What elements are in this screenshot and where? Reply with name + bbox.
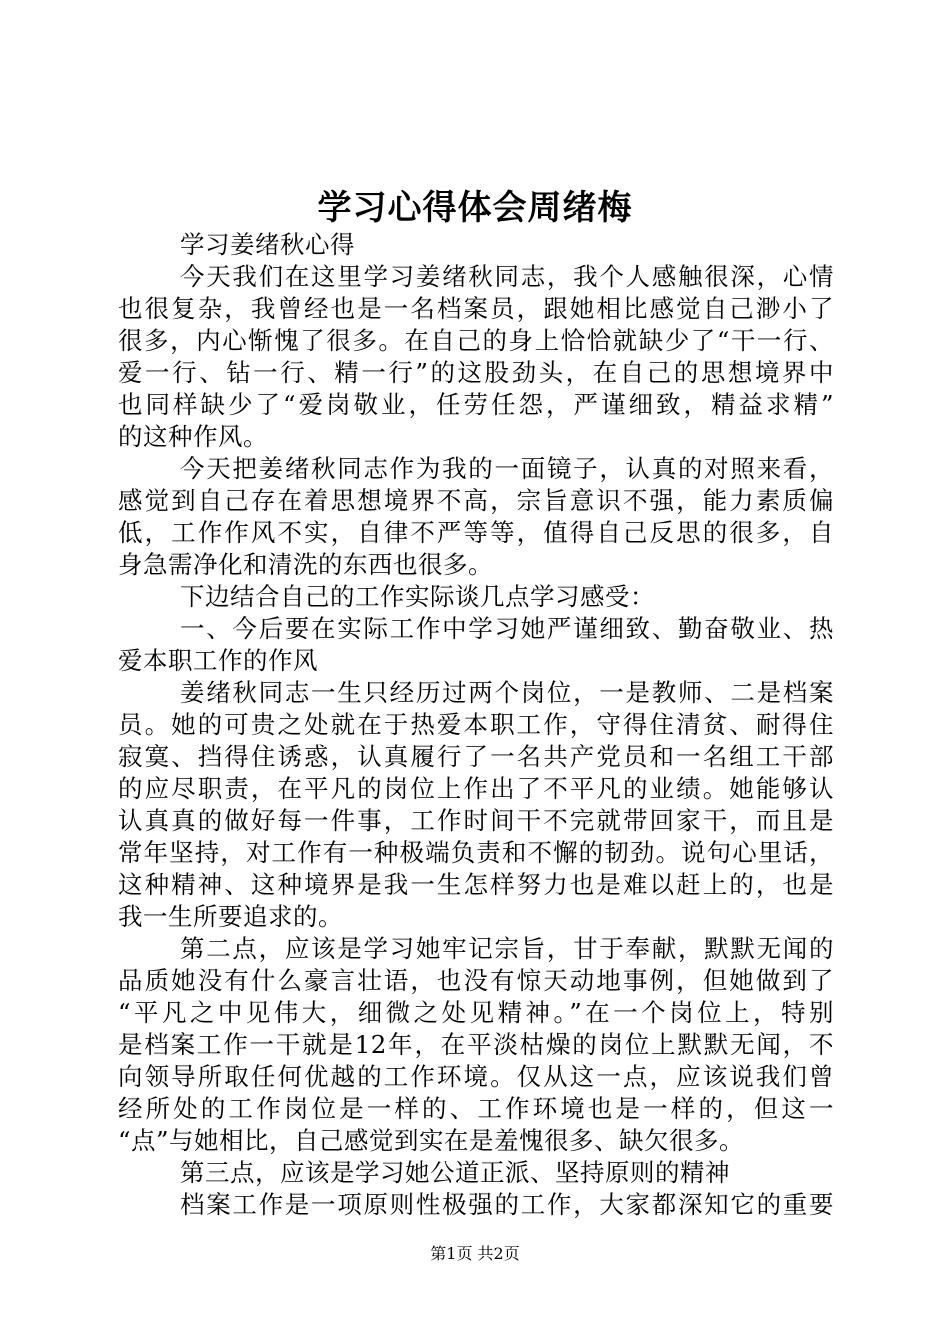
paragraph-line: 是档案工作一干就是12年，在平淡枯燥的岗位上默默无闻，不: [118, 1030, 834, 1059]
paragraph-line: 我一生所要追求的。: [118, 902, 343, 931]
paragraph-line: 爱一行、钻一行、精一行”的这股劲头，在自己的思想境界中: [118, 358, 834, 387]
paragraph-line: 寂寞、挡得住诱惑，认真履行了一名共产党员和一名组工干部: [118, 742, 834, 771]
paragraph-line: 品质她没有什么豪言壮语，也没有惊天动地事例，但她做到了: [118, 966, 834, 995]
paragraph-line: 低，工作作风不实，自律不严等等，值得自己反思的很多，自: [118, 518, 834, 547]
paragraph-line: 这种精神、这种境界是我一生怎样努力也是难以赶上的，也是: [118, 870, 834, 899]
paragraph-line: 向领导所取任何优越的工作环境。仅从这一点，应该说我们曾: [118, 1062, 834, 1091]
paragraph-line: 今天我们在这里学习姜绪秋同志，我个人感触很深，心情: [180, 262, 834, 291]
paragraph-line: 今天把姜绪秋同志作为我的一面镜子，认真的对照来看，: [180, 454, 834, 483]
paragraph-line: 感觉到自己存在着思想境界不高，宗旨意识不强，能力素质偏: [118, 486, 834, 515]
paragraph-line: 下边结合自己的工作实际谈几点学习感受：: [180, 582, 655, 611]
paragraph-line: 一、今后要在实际工作中学习她严谨细致、勤奋敬业、热: [180, 614, 834, 643]
paragraph-line: 第三点，应该是学习她公道正派、坚持原则的精神: [180, 1158, 730, 1187]
paragraph-line: 学习姜绪秋心得: [180, 230, 355, 259]
paragraph-line: 爱本职工作的作风: [118, 646, 318, 675]
paragraph-line: “点”与她相比，自己感觉到实在是羞愧很多、缺欠很多。: [118, 1126, 745, 1155]
paragraph-line: 常年坚持，对工作有一种极端负责和不懈的韧劲。说句心里话，: [118, 838, 834, 867]
paragraph-line: 也同样缺少了“爱岗敬业，任劳任怨，严谨细致，精益求精”: [118, 390, 834, 419]
paragraph-line: 身急需净化和清洗的东西也很多。: [118, 550, 493, 579]
paragraph-line: 很多，内心惭愧了很多。在自己的身上恰恰就缺少了“干一行、: [118, 326, 834, 355]
paragraph-line: 也很复杂，我曾经也是一名档案员，跟她相比感觉自己渺小了: [118, 294, 834, 323]
paragraph-line: 的这种作风。: [118, 422, 268, 451]
paragraph-line: “平凡之中见伟大，细微之处见精神。”在一个岗位上，特别: [118, 998, 834, 1027]
paragraph-line: 员。她的可贵之处就在于热爱本职工作，守得住清贫、耐得住: [118, 710, 834, 739]
paragraph-line: 的应尽职责，在平凡的岗位上作出了不平凡的业绩。她能够认: [118, 774, 834, 803]
page-number: 第1页 共2页: [430, 1244, 520, 1263]
paragraph-line: 经所处的工作岗位是一样的、工作环境也是一样的，但这一: [118, 1094, 834, 1123]
paragraph-line: 认真真的做好每一件事，工作时间干不完就带回家干，而且是: [118, 806, 834, 835]
paragraph-line: 档案工作是一项原则性极强的工作，大家都深知它的重要: [180, 1190, 834, 1219]
paragraph-line: 第二点，应该是学习她牢记宗旨，甘于奉献，默默无闻的: [180, 934, 834, 963]
document-body: [118, 229, 834, 1221]
page-title: 学习心得体会周绪梅: [317, 188, 633, 228]
paragraph-line: 姜绪秋同志一生只经历过两个岗位，一是教师、二是档案: [180, 678, 834, 707]
